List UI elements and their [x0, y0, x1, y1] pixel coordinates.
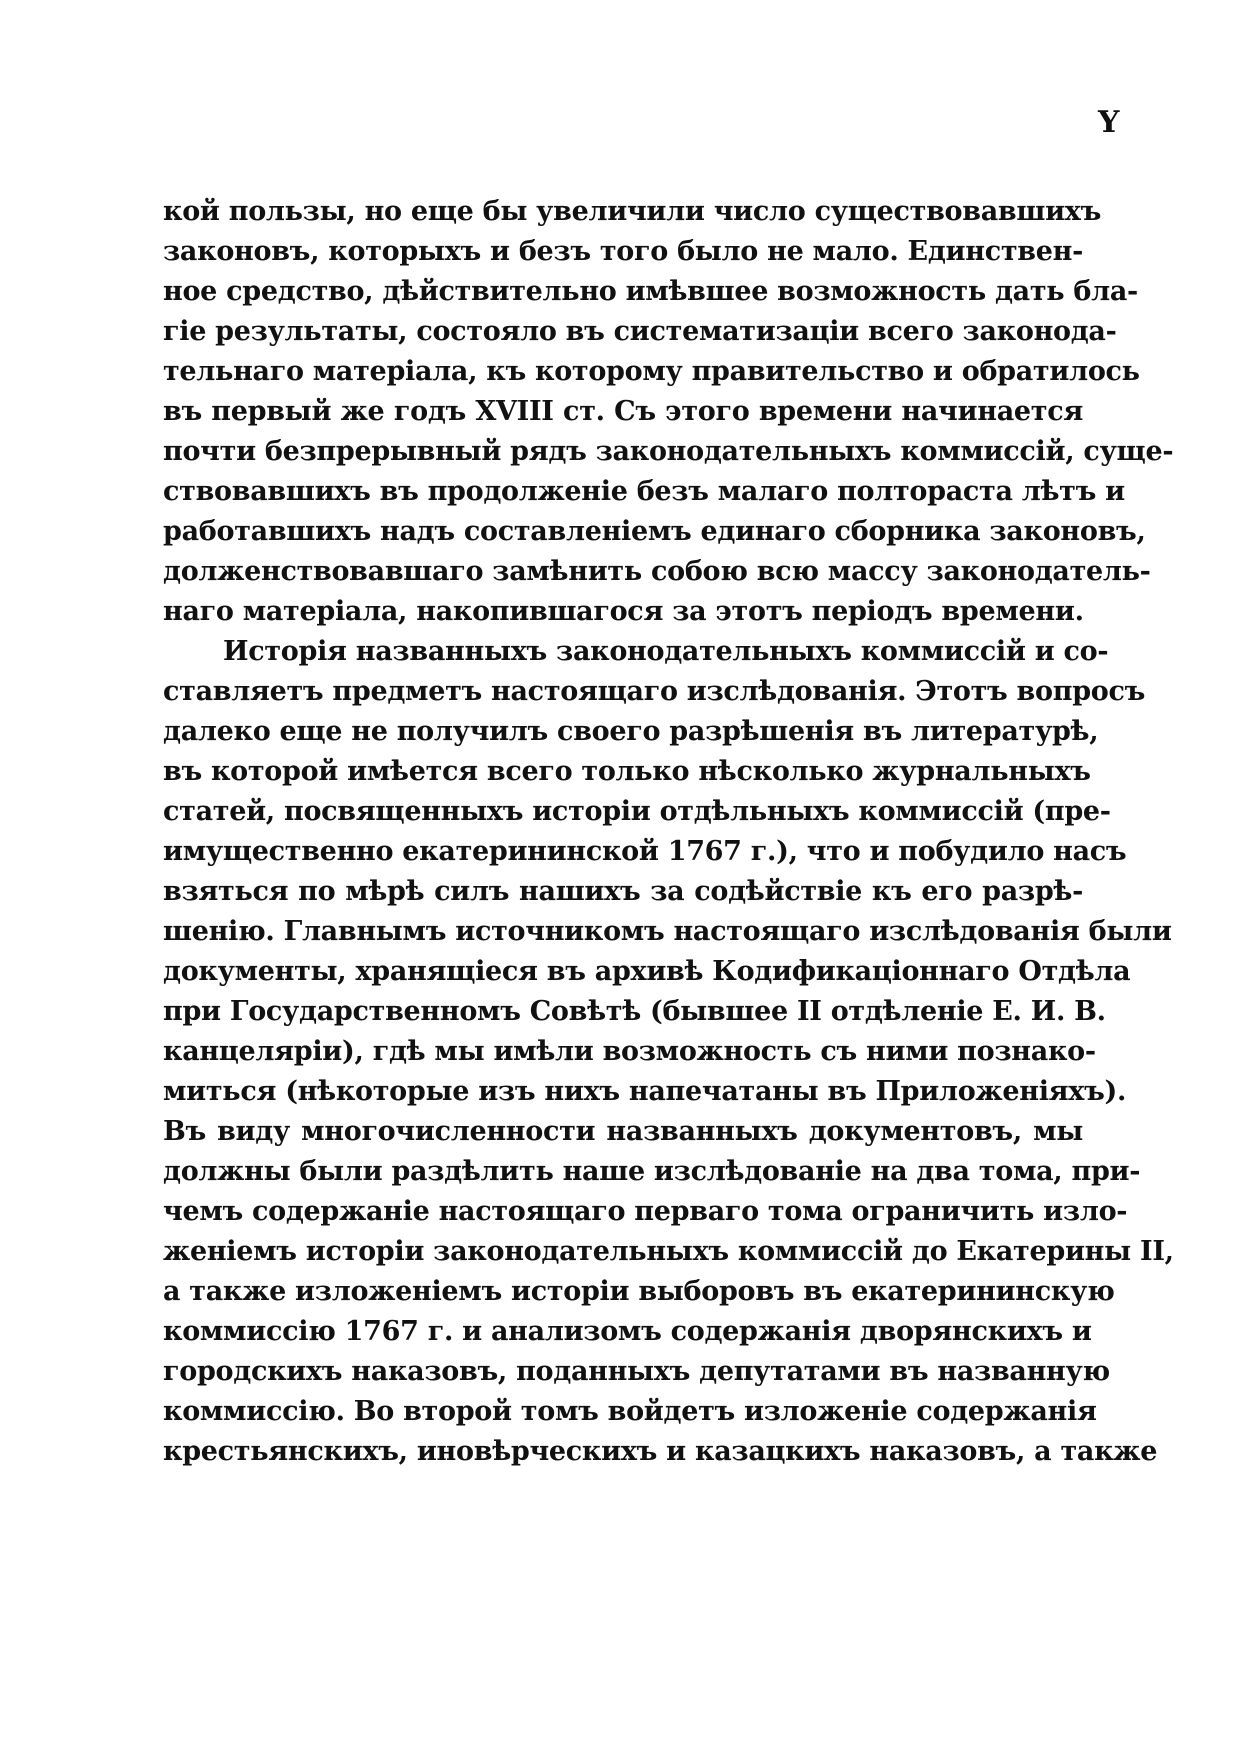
paragraph-2-line-12: миться (нѣкоторые изъ нихъ напечатаны въ Приложеніяхъ). [163, 1076, 1127, 1107]
paragraph-2-line-16: женіемъ исторіи законодательныхъ коммиссій до Екатерины II, [163, 1236, 1174, 1267]
paragraph-2-line-17: а также изложеніемъ исторіи выборовъ въ екатерининскую [163, 1276, 1115, 1307]
paragraph-1-line-10: долженствовавшаго замѣнить собою всю массу законодатель- [163, 556, 1151, 587]
paragraph-1-line-4: гіе результаты, состояло въ систематизаціи всего законода- [163, 316, 1117, 347]
paragraph-2-line-21: крестьянскихъ, иновѣрческихъ и казацкихъ наказовъ, а также [163, 1436, 1158, 1467]
paragraph-1-line-3: ное средство, дѣйствительно имѣвшее возможность дать бла- [163, 276, 1138, 307]
paragraph-2-line-10: при Государственномъ Совѣтѣ (бывшее II отдѣленіе Е. И. В. [163, 996, 1106, 1027]
paragraph-1-line-1: кой пользы, но еще бы увеличили число существовавшихъ [163, 196, 1102, 227]
paragraph-2-line-8: шенію. Главнымъ источникомъ настоящаго изслѣдованія были [163, 916, 1172, 947]
paragraph-1-line-11: наго матеріала, накопившагося за этотъ періодъ времени. [163, 596, 1084, 627]
paragraph-2-line-11: канцеляріи), гдѣ мы имѣли возможность съ ними познако- [163, 1036, 1096, 1067]
paragraph-2-line-4: въ которой имѣется всего только нѣсколько журнальныхъ [163, 756, 1091, 787]
paragraph-2-line-7: взяться по мѣрѣ силъ нашихъ за содѣйствіе къ его разрѣ- [163, 876, 1083, 907]
paragraph-2-line-14: должны были раздѣлить наше изслѣдованіе на два тома, при- [163, 1156, 1141, 1187]
paragraph-1-line-6: въ первый же годъ XVIII ст. Съ этого времени начинается [163, 396, 1083, 427]
paragraph-2-line-3: далеко еще не получилъ своего разрѣшенія въ литературѣ, [163, 716, 1099, 747]
paragraph-2-line-18: коммиссію 1767 г. и анализомъ содержанія дворянскихъ и [163, 1316, 1092, 1347]
paragraph-1-line-5: тельнаго матеріала, къ которому правительство и обратилось [163, 356, 1140, 387]
paragraph-1-line-9: работавшихъ надъ составленіемъ единаго сборника законовъ, [163, 516, 1146, 547]
paragraph-1-line-2: законовъ, которыхъ и безъ того было не мало. Единствен- [163, 236, 1083, 267]
paragraph-2-line-5: статей, посвященныхъ исторіи отдѣльныхъ коммиссій (пре- [163, 796, 1111, 827]
paragraph-2-line-13: Въ виду многочисленности названныхъ документовъ, мы [163, 1116, 1083, 1147]
paragraph-2-line-15: чемъ содержаніе настоящаго перваго тома ограничить изло- [163, 1196, 1128, 1227]
paragraph-2-line-6: имущественно екатерининской 1767 г.), что и побудило насъ [163, 836, 1127, 867]
paragraph-2-line-20: коммиссію. Во второй томъ войдетъ изложеніе содержанія [163, 1396, 1097, 1427]
paragraph-2-line-1: Исторія названныхъ законодательныхъ коммиссій и со- [223, 636, 1109, 667]
paragraph-1-line-7: почти безпрерывный рядъ законодательныхъ коммиссій, суще- [163, 436, 1174, 467]
page-number: Y [1098, 105, 1120, 140]
paragraph-2-line-19: городскихъ наказовъ, поданныхъ депутатами въ названную [163, 1356, 1110, 1387]
paragraph-2-line-9: документы, хранящіеся въ архивѣ Кодификаціоннаго Отдѣла [163, 956, 1131, 987]
paragraph-1-line-8: ствовавшихъ въ продолженіе безъ малаго полтораста лѣтъ и [163, 476, 1125, 507]
paragraph-2-line-2: ставляетъ предметъ настоящаго изслѣдованія. Этотъ вопросъ [163, 676, 1146, 707]
